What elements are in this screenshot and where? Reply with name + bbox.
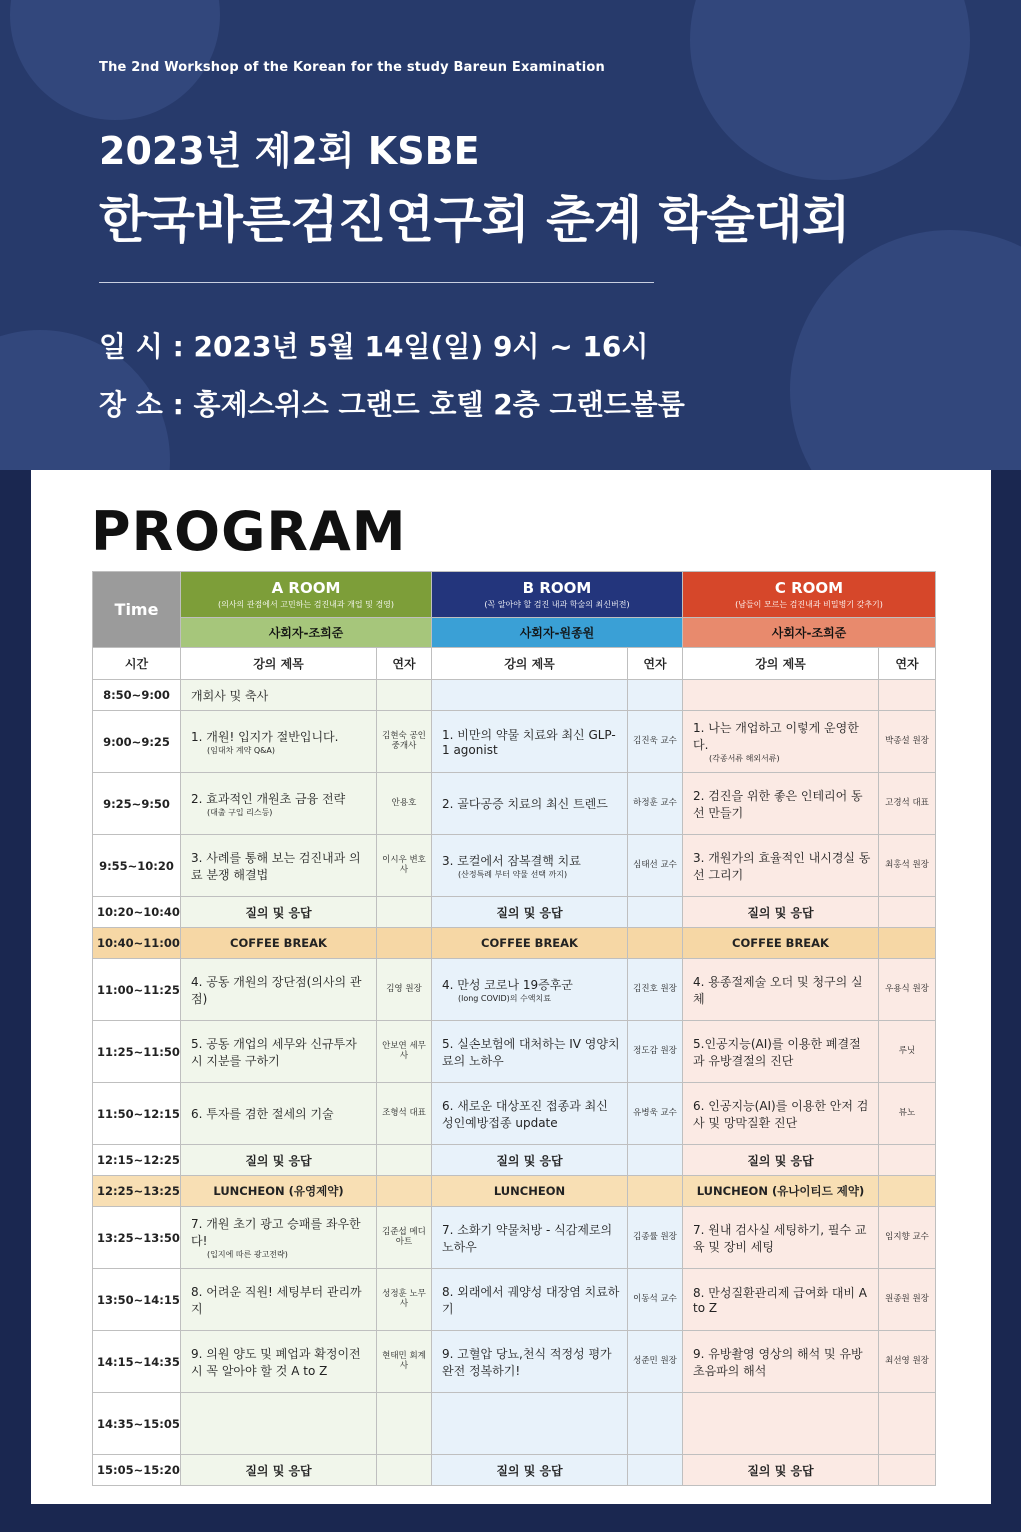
speaker-b: 성준민 원장 <box>628 1331 683 1393</box>
speaker-empty-b <box>628 897 683 928</box>
talk-title-a <box>181 1207 377 1269</box>
speaker-b <box>628 680 683 711</box>
speaker-c: 원종원 원장 <box>879 1269 936 1331</box>
talk-title-text: 6. 인공지능(AI)를 이용한 안저 검사 및 망막질환 진단 <box>693 1098 869 1130</box>
qa-a: 질의 및 응답 <box>181 897 377 928</box>
schedule-row <box>93 1455 936 1486</box>
talk-title-a <box>181 959 377 1021</box>
talk-title-text: 8. 외래에서 궤양성 대장염 치료하기 <box>442 1284 620 1316</box>
talk-title-text: 5.인공지능(AI)를 이용한 폐결절 과 유방결절의 진단 <box>693 1036 861 1068</box>
schedule-row <box>93 1083 936 1145</box>
speaker-empty-b <box>628 1145 683 1176</box>
luncheon-a: LUNCHEON (유영제약) <box>181 1176 377 1207</box>
speaker-a: 안용호 <box>377 773 432 835</box>
time-cell: 11:00~11:25 <box>93 959 181 1021</box>
speaker-empty-a <box>377 1176 432 1207</box>
schedule-row <box>93 773 936 835</box>
time-cell: 10:40~11:00 <box>93 928 181 959</box>
qa-b: 질의 및 응답 <box>432 1455 628 1486</box>
talk-title-b <box>432 1269 628 1331</box>
speaker-b: 심태선 교수 <box>628 835 683 897</box>
time-cell: 8:50~9:00 <box>93 680 181 711</box>
talk-title-a <box>181 1393 377 1455</box>
speaker-b: 이동석 교수 <box>628 1269 683 1331</box>
time-cell: 11:50~12:15 <box>93 1083 181 1145</box>
talk-title-b <box>432 680 628 711</box>
talk-title-c <box>683 835 879 897</box>
talk-title-b <box>432 1393 628 1455</box>
speaker-empty-a <box>377 928 432 959</box>
speaker-c: 임지향 교수 <box>879 1207 936 1269</box>
time-cell: 13:50~14:15 <box>93 1269 181 1331</box>
col-time: 시간 <box>93 648 181 680</box>
talk-title-b <box>432 1021 628 1083</box>
talk-title-b <box>432 1331 628 1393</box>
talk-title-b <box>432 959 628 1021</box>
schedule-row <box>93 928 936 959</box>
talk-title-text: 3. 개원가의 효율적인 내시경실 동선 그리기 <box>693 850 871 882</box>
room-c-desc: (남들이 모르는 검진내과 비밀병기 갖추기) <box>735 600 883 609</box>
event-date: 일 시 : 2023년 5월 14일(일) 9시 ~ 16시 <box>99 330 649 363</box>
speaker-empty-b <box>628 928 683 959</box>
speaker-c: 박종설 원장 <box>879 711 936 773</box>
speaker-empty-c <box>879 928 936 959</box>
program-panel <box>31 470 991 1504</box>
speaker-empty-b <box>628 1176 683 1207</box>
talk-title-c <box>683 1083 879 1145</box>
room-a-desc: (의사의 관점에서 고민하는 검진내과 개업 및 경영) <box>217 600 395 609</box>
speaker-c: 뷰노 <box>879 1083 936 1145</box>
talk-title-b <box>432 1083 628 1145</box>
talk-title-c <box>683 1269 879 1331</box>
schedule-row <box>93 1176 936 1207</box>
speaker-empty-a <box>377 897 432 928</box>
talk-title-a <box>181 1021 377 1083</box>
coffee-break-b: COFFEE BREAK <box>432 928 628 959</box>
talk-title-c <box>683 1393 879 1455</box>
time-cell: 10:20~10:40 <box>93 897 181 928</box>
speaker-a: 김준섭 메디아트 <box>377 1207 432 1269</box>
talk-subtitle: (대출 구입 리스등) <box>207 807 273 817</box>
talk-title-c <box>683 959 879 1021</box>
talk-title-text: 5. 공동 개업의 세무와 신규투자 시 지분를 구하기 <box>191 1036 357 1068</box>
talk-title-text: 4. 용종절제술 오더 및 청구의 실체 <box>693 974 863 1006</box>
speaker-c: 최홍석 원장 <box>879 835 936 897</box>
schedule-row <box>93 959 936 1021</box>
speaker-b: 정도감 원장 <box>628 1021 683 1083</box>
header-banner <box>0 0 1021 470</box>
talk-subtitle: (임대차 계약 Q&A) <box>207 745 275 755</box>
speaker-empty-a <box>377 1455 432 1486</box>
talk-subtitle: (각종서류 해외서류) <box>709 754 780 763</box>
time-cell: 12:15~12:25 <box>93 1145 181 1176</box>
talk-title-c <box>683 1021 879 1083</box>
talk-title-c <box>683 773 879 835</box>
room-b-name: B ROOM <box>522 579 592 597</box>
talk-title-text: 2. 효과적인 개원초 금융 전략 <box>191 791 346 806</box>
talk-title-text: 9. 의원 양도 및 폐업과 확정이전시 꼭 알아야 할 것 A to Z <box>191 1346 361 1378</box>
speaker-b: 김종률 원장 <box>628 1207 683 1269</box>
talk-title-b <box>432 835 628 897</box>
talk-title-text: 6. 새로운 대상포진 접종과 최신 성인예방접종 update <box>442 1098 608 1130</box>
speaker-empty-c <box>879 1176 936 1207</box>
talk-title-a <box>181 1083 377 1145</box>
speaker-empty-c <box>879 1455 936 1486</box>
talk-title-c <box>683 711 879 773</box>
talk-title-a <box>181 680 377 711</box>
col-speaker-c: 연자 <box>879 648 936 680</box>
speaker-c <box>879 1393 936 1455</box>
speaker-empty-c <box>879 1145 936 1176</box>
talk-subtitle: (산정특례 부터 약물 선택 까지) <box>458 869 568 879</box>
speaker-b: 김진욱 교수 <box>628 711 683 773</box>
talk-title-text: 2. 검진을 위한 좋은 인테리어 동선 만들기 <box>693 788 863 820</box>
schedule-row <box>93 1331 936 1393</box>
room-b-moderator: 사회자-원종원 <box>432 618 683 648</box>
schedule-row <box>93 1021 936 1083</box>
luncheon-c: LUNCHEON (유나이티드 제약) <box>683 1176 879 1207</box>
decor-circle <box>790 230 1021 470</box>
event-subtitle: The 2nd Workshop of the Korean for the study Bareun Examination <box>99 60 606 75</box>
col-speaker-b: 연자 <box>628 648 683 680</box>
talk-title-text: 8. 어려운 직원! 세팅부터 관리까지 <box>191 1284 362 1316</box>
luncheon-b: LUNCHEON <box>432 1176 628 1207</box>
talk-title-text: 6. 투자를 겸한 절세의 기술 <box>191 1107 334 1121</box>
talk-title-text: 7. 개원 초기 광고 승패를 좌우한다! <box>191 1217 361 1248</box>
speaker-a: 이시우 변호사 <box>377 835 432 897</box>
talk-title-c <box>683 1331 879 1393</box>
talk-subtitle: (long COVID)의 수액치료 <box>458 993 551 1003</box>
divider <box>99 282 654 283</box>
schedule-row <box>93 835 936 897</box>
room-b-header <box>432 572 683 618</box>
speaker-c: 우용식 원장 <box>879 959 936 1021</box>
talk-title-text: 개회사 및 축사 <box>191 688 269 703</box>
col-title-a: 강의 제목 <box>181 648 377 680</box>
talk-title-text: 1. 비만의 약물 치료와 최신 GLP-1 agonist <box>442 728 616 757</box>
talk-title-b <box>432 1207 628 1269</box>
talk-title-text: 3. 사례를 통해 보는 검진내과 의료 분쟁 해결법 <box>191 850 361 882</box>
col-title-b: 강의 제목 <box>432 648 628 680</box>
qa-b: 질의 및 응답 <box>432 897 628 928</box>
coffee-break-c: COFFEE BREAK <box>683 928 879 959</box>
time-cell: 13:25~13:50 <box>93 1207 181 1269</box>
talk-title-text: 4. 만성 코로나 19증후군 <box>442 977 573 992</box>
qa-a: 질의 및 응답 <box>181 1455 377 1486</box>
room-c-header <box>683 572 936 618</box>
time-header: Time <box>93 572 181 648</box>
schedule-row <box>93 1393 936 1455</box>
talk-title-text: 9. 유방촬영 영상의 해석 및 유방 초음파의 해석 <box>693 1346 863 1378</box>
program-heading: PROGRAM <box>91 500 407 563</box>
qa-a: 질의 및 응답 <box>181 1145 377 1176</box>
talk-title-text: 8. 만성질환관리제 급여화 대비 A to Z <box>693 1286 868 1315</box>
speaker-a: 현태민 회계사 <box>377 1331 432 1393</box>
talk-title-c <box>683 1207 879 1269</box>
speaker-empty-b <box>628 1455 683 1486</box>
talk-title-text: 7. 소화기 약물처방 - 식감제로의 노하우 <box>442 1222 613 1254</box>
qa-c: 질의 및 응답 <box>683 1455 879 1486</box>
time-cell: 15:05~15:20 <box>93 1455 181 1486</box>
talk-title-text: 9. 고혈압 당뇨,천식 적정성 평가 완전 정복하기! <box>442 1346 612 1378</box>
room-b-desc: (꼭 알아야 할 검진 내과 학술의 최신버전) <box>484 600 630 609</box>
talk-title-b <box>432 773 628 835</box>
talk-title-a <box>181 835 377 897</box>
speaker-a: 성정훈 노무사 <box>377 1269 432 1331</box>
speaker-b: 유병욱 교수 <box>628 1083 683 1145</box>
speaker-b <box>628 1393 683 1455</box>
speaker-a: 김영 원장 <box>377 959 432 1021</box>
talk-title-a <box>181 1269 377 1331</box>
col-title-c: 강의 제목 <box>683 648 879 680</box>
talk-title-text: 1. 나는 개업하고 이렇게 운영한다. <box>693 721 859 752</box>
schedule-row <box>93 897 936 928</box>
event-title-line2: 한국바른검진연구회 춘계 학술대회 <box>99 191 850 249</box>
talk-subtitle: (입지에 따른 광고전략) <box>207 1250 288 1259</box>
program-table <box>92 571 936 1486</box>
schedule-row <box>93 1207 936 1269</box>
speaker-empty-c <box>879 897 936 928</box>
talk-title-text: 1. 개원! 입지가 절반입니다. <box>191 729 339 744</box>
coffee-break-a: COFFEE BREAK <box>181 928 377 959</box>
time-cell: 9:25~9:50 <box>93 773 181 835</box>
speaker-b: 김진호 원장 <box>628 959 683 1021</box>
talk-title-c <box>683 680 879 711</box>
talk-title-text: 7. 원내 검사실 세팅하기, 필수 교육 및 장비 세팅 <box>693 1222 867 1254</box>
schedule-row <box>93 1269 936 1331</box>
schedule-row <box>93 680 936 711</box>
time-cell: 11:25~11:50 <box>93 1021 181 1083</box>
qa-c: 질의 및 응답 <box>683 897 879 928</box>
time-cell: 9:00~9:25 <box>93 711 181 773</box>
room-c-name: C ROOM <box>774 579 844 597</box>
schedule-row <box>93 711 936 773</box>
speaker-c <box>879 680 936 711</box>
speaker-a: 조형석 대표 <box>377 1083 432 1145</box>
speaker-c: 최선영 원장 <box>879 1331 936 1393</box>
room-a-header <box>181 572 432 618</box>
room-a-moderator: 사회자-조희준 <box>181 618 432 648</box>
talk-title-a <box>181 773 377 835</box>
speaker-c: 고경석 대표 <box>879 773 936 835</box>
event-title-line1: 2023년 제2회 KSBE <box>99 129 480 173</box>
room-c-moderator: 사회자-조희준 <box>683 618 936 648</box>
talk-title-a <box>181 1331 377 1393</box>
time-cell: 9:55~10:20 <box>93 835 181 897</box>
speaker-a <box>377 680 432 711</box>
talk-title-a <box>181 711 377 773</box>
qa-b: 질의 및 응답 <box>432 1145 628 1176</box>
room-a-name: A ROOM <box>271 579 341 597</box>
time-cell: 14:35~15:05 <box>93 1393 181 1455</box>
time-cell: 14:15~14:35 <box>93 1331 181 1393</box>
speaker-a: 안보연 세무사 <box>377 1021 432 1083</box>
event-venue: 장 소 : 홍제스위스 그랜드 호텔 2층 그랜드볼룸 <box>99 388 685 421</box>
talk-title-text: 4. 공동 개원의 장단점(의사의 관점) <box>191 974 362 1006</box>
qa-c: 질의 및 응답 <box>683 1145 879 1176</box>
speaker-c: 루닛 <box>879 1021 936 1083</box>
decor-circle <box>690 0 970 180</box>
talk-title-text: 3. 로컬에서 잠복결핵 치료 <box>442 853 581 868</box>
talk-title-text: 5. 실손보험에 대처하는 IV 영양치료의 노하우 <box>442 1036 620 1068</box>
time-cell: 12:25~13:25 <box>93 1176 181 1207</box>
schedule-row <box>93 1145 936 1176</box>
speaker-a <box>377 1393 432 1455</box>
speaker-b: 하정훈 교수 <box>628 773 683 835</box>
col-speaker-a: 연자 <box>377 648 432 680</box>
talk-title-text: 2. 골다공증 치료의 최신 트렌드 <box>442 797 608 811</box>
talk-title-b <box>432 711 628 773</box>
speaker-a: 김현숙 공인중개사 <box>377 711 432 773</box>
speaker-empty-a <box>377 1145 432 1176</box>
